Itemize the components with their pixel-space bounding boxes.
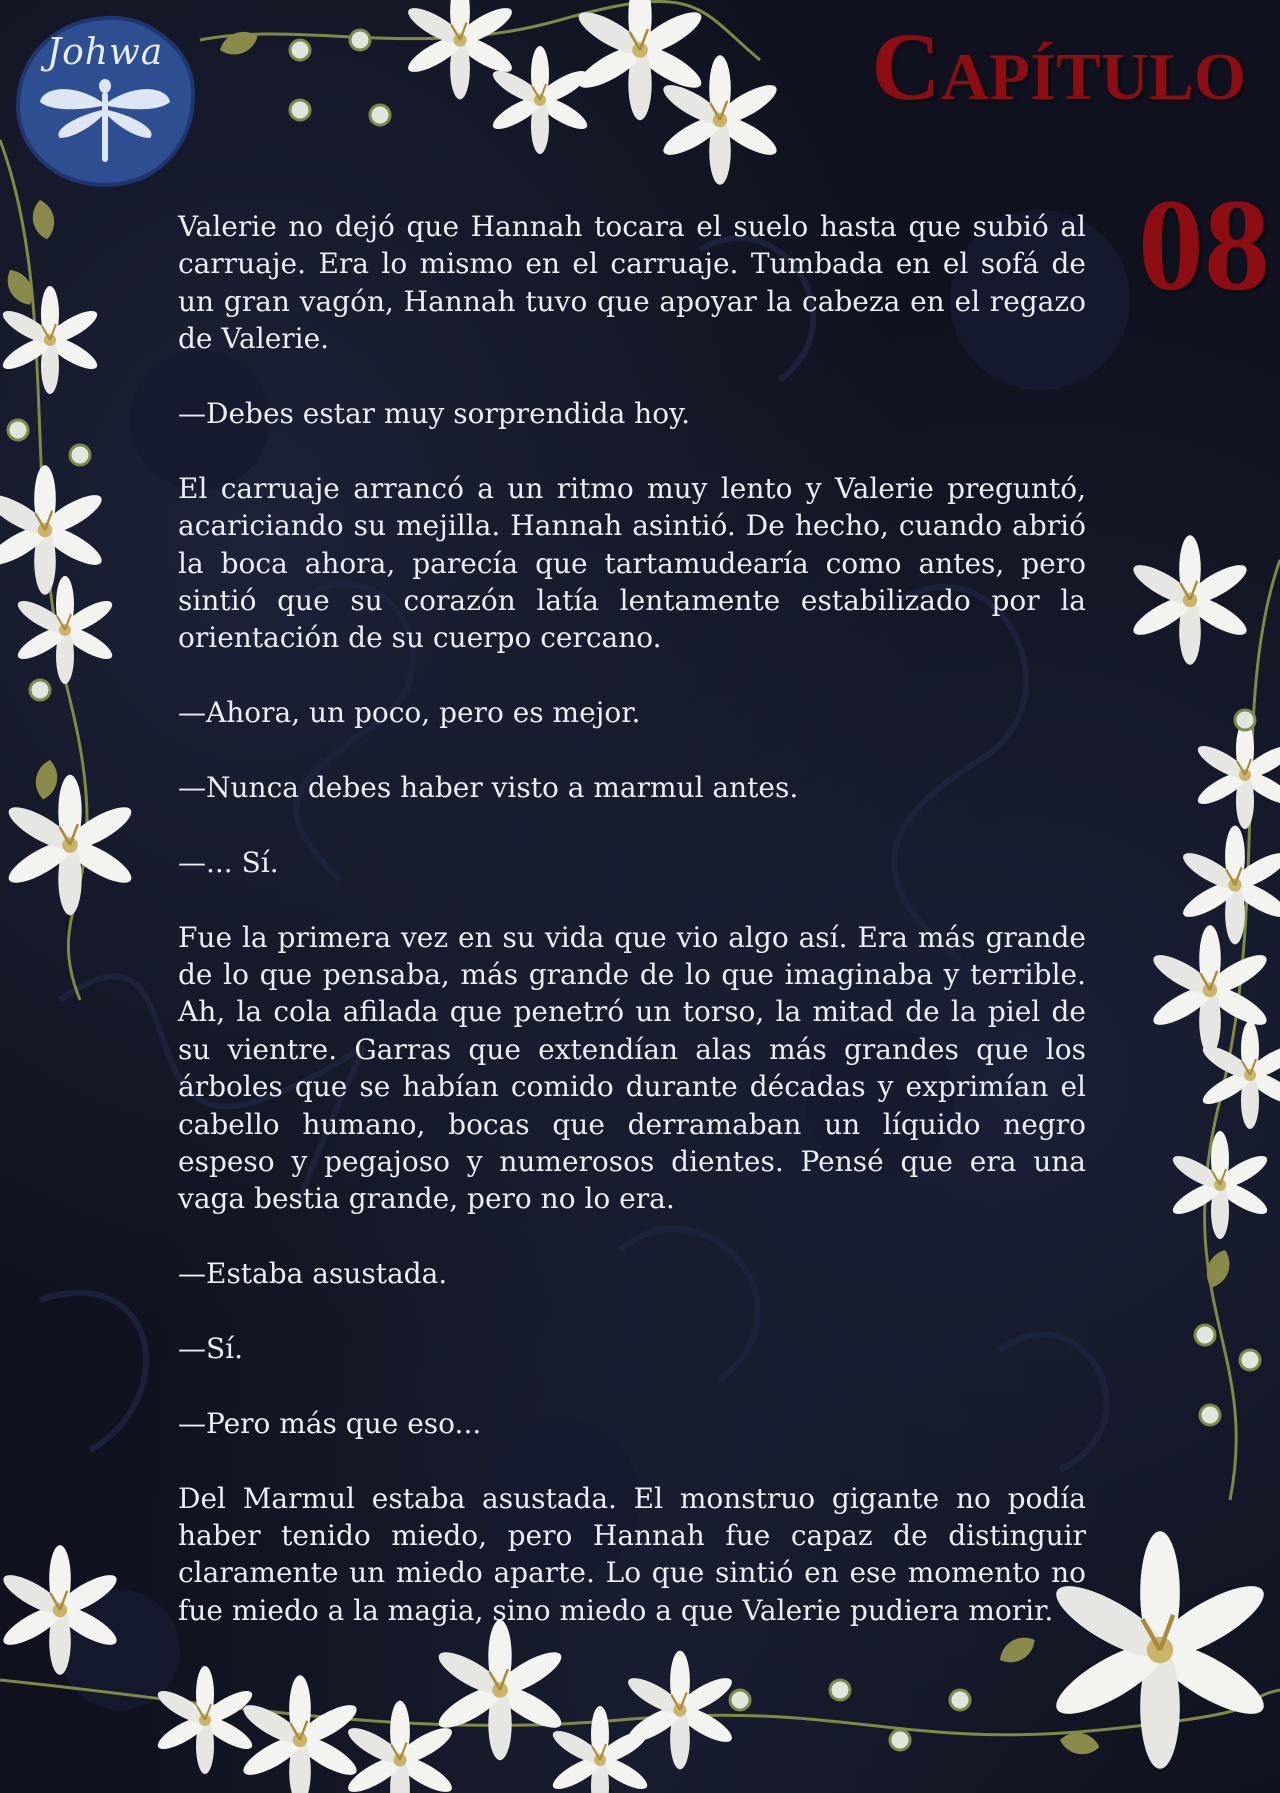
dragonfly-icon [12, 12, 198, 188]
dialogue-line: —Estaba asustada. [178, 1257, 448, 1291]
dialogue-line: —Pero más que eso... [178, 1406, 482, 1440]
chapter-number: 08 [1138, 171, 1270, 318]
dialogue-line: —... Sí. [178, 845, 279, 879]
chapter-body [178, 208, 1086, 1667]
dialogue-line: —Ahora, un poco, pero es mejor. [178, 696, 641, 730]
dialogue-line: —Debes estar muy sorprendida hoy. [178, 397, 691, 431]
paragraph: Valerie no dejó que Hannah tocara el suelo hasta que subió al carruaje. Era lo mismo en el carruaje. Tumbada en el sofá de un gran vagón, Hannah tuvo que apoyar la cabeza en el regazo de Valerie. [178, 210, 1086, 356]
logo-badge [12, 12, 198, 188]
paragraph: Fue la primera vez en su vida que vio algo así. Era más grande de lo que pensaba, más grande de lo que imaginaba y terrible. Ah, la cola afilada que penetró un torso, la mitad de la piel de su vientre. Garras que extendían alas más grandes que los árboles que se habían comido durante décadas y exprimían el cabello humano, bocas que derramaban un líquido negro espeso y pegajoso y numerosos dientes. Pensé que era una vaga bestia grande, pero no lo era. [178, 920, 1086, 1216]
paragraph: El carruaje arrancó a un ritmo muy lento y Valerie preguntó, acariciando su mejilla. Hannah asintió. De hecho, cuando abrió la boca ahora, parecía que tartamudearía como antes, pero sintió que su corazón latía lentamente estabilizado por la orientación de su cuerpo cercano. [178, 471, 1086, 655]
chapter-title: Capítulo [871, 13, 1246, 120]
dialogue-line: —Nunca debes haber visto a marmul antes. [178, 771, 799, 805]
dialogue-line: —Sí. [178, 1332, 244, 1366]
logo-text: Johwa [46, 32, 164, 73]
paragraph: Del Marmul estaba asustada. El monstruo gigante no podía haber tenido miedo, pero Hannah fue capaz de distinguir claramente un miedo aparte. Lo que sintió en ese momento no fue miedo a la magia, sino miedo a que Valerie pudiera morir. [178, 1481, 1086, 1627]
